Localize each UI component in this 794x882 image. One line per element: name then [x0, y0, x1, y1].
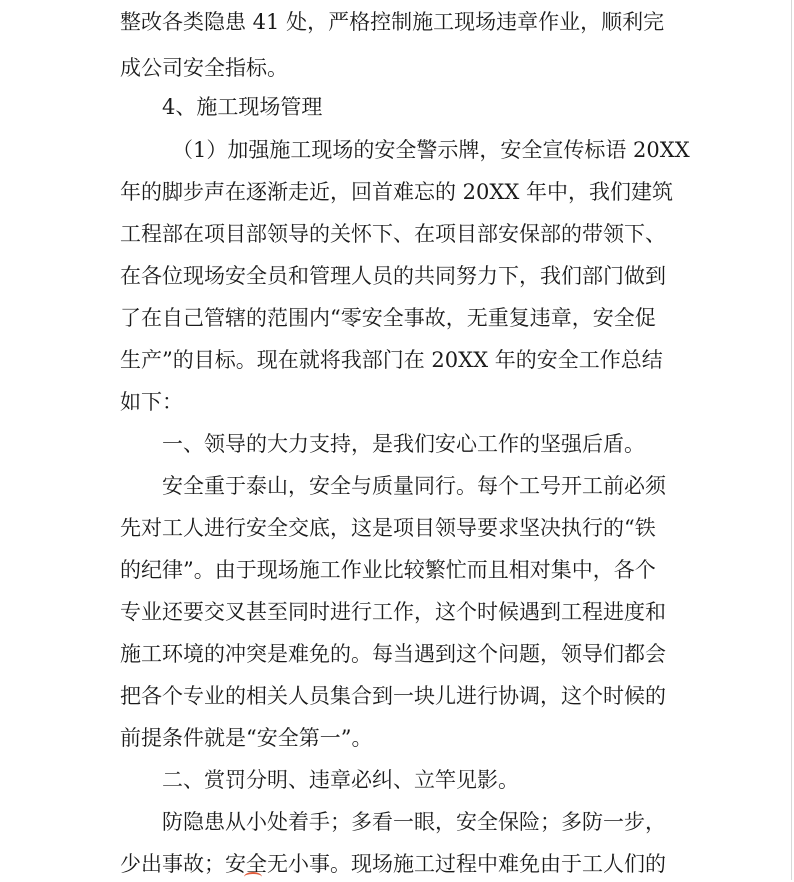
section-heading: 二、赏罚分明、违章必纠、立竿见影。: [162, 768, 519, 792]
text-line: 了在自己管辖的范围内“零安全事故，无重复违章，安全促: [120, 306, 656, 330]
annotation-mark-icon: [244, 872, 262, 882]
text-line: 安全重于泰山，安全与质量同行。每个工号开工前必须: [162, 474, 666, 498]
text-line: 防隐患从小处着手；多看一眼，安全保险；多防一步，: [162, 810, 666, 834]
text-line: 施工环境的冲突是难免的。每当遇到这个问题，领导们都会: [120, 642, 666, 666]
text-line: 工程部在项目部领导的关怀下、在项目部安保部的带领下、: [120, 222, 666, 246]
text-line: 先对工人进行安全交底，这是项目领导要求坚决执行的“铁: [120, 516, 656, 540]
page-edge-rule: [791, 0, 792, 880]
text-line: 成公司安全指标。: [120, 56, 288, 80]
text-line: 少出事故；安全无小事。现场施工过程中难免由于工人们的: [120, 852, 666, 876]
section-heading: 一、领导的大力支持，是我们安心工作的坚强后盾。: [162, 432, 645, 456]
text-line: 把各个专业的相关人员集合到一块儿进行协调，这个时候的: [120, 684, 666, 708]
text-line: 整改各类隐患 41 处，严格控制施工现场违章作业，顺利完: [120, 10, 665, 34]
text-line: 年的脚步声在逐渐走近，回首难忘的 20XX 年中，我们建筑: [120, 180, 673, 204]
text-line: 专业还要交叉甚至同时进行工作，这个时候遇到工程进度和: [120, 600, 666, 624]
text-line: 的纪律”。由于现场施工作业比较繁忙而且相对集中，各个: [120, 558, 656, 582]
section-heading: 4、施工现场管理: [162, 95, 323, 119]
text-line: 前提条件就是“安全第一”。: [120, 726, 373, 750]
text-line: 在各位现场安全员和管理人员的共同努力下，我们部门做到: [120, 264, 666, 288]
text-line: 生产”的目标。现在就将我部门在 20XX 年的安全工作总结: [120, 348, 663, 372]
text-line: 如下：: [120, 390, 183, 414]
text-line: （1）加强施工现场的安全警示牌，安全宣传标语 20XX: [172, 138, 690, 162]
